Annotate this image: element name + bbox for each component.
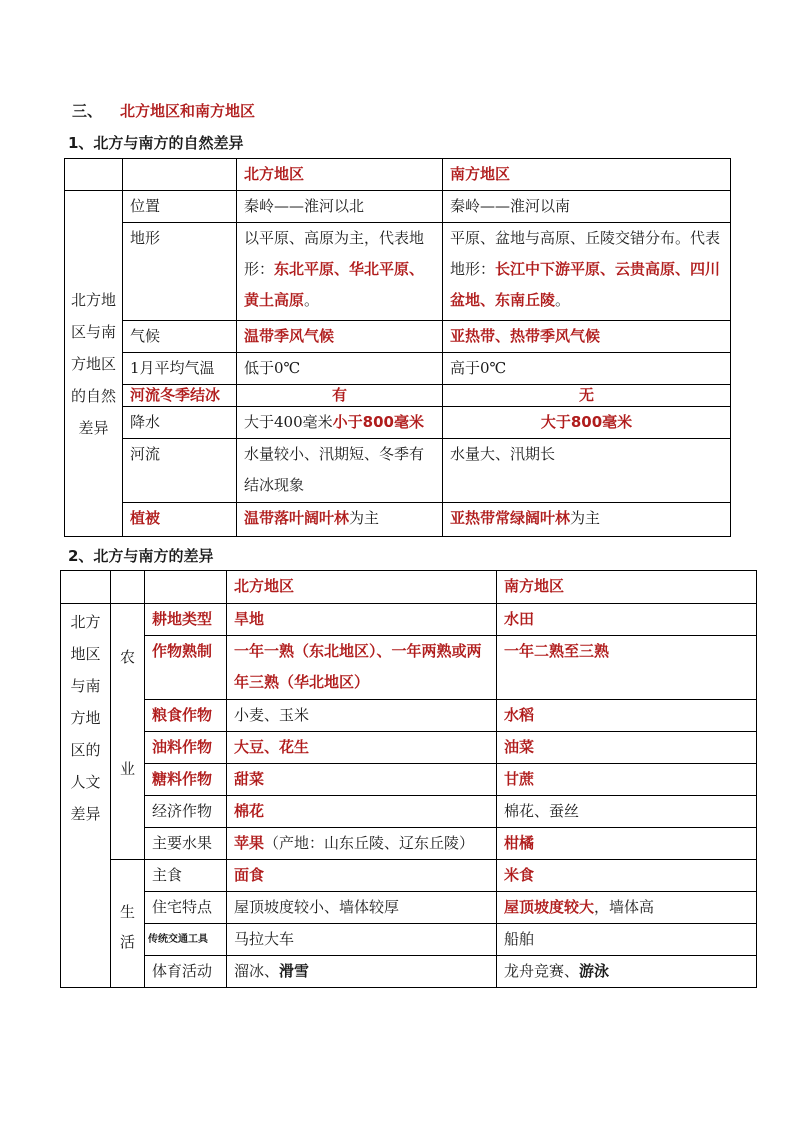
north-cell: 秦岭——淮河以北 [237,191,443,223]
table-row [61,700,757,732]
south-cell: 高于0℃ [443,353,731,385]
row-label: 作物熟制 [145,636,227,700]
north-cell: 小麦、玉米 [227,700,497,732]
row-label: 主要水果 [145,828,227,860]
north-cell [237,223,443,321]
north-cell [227,956,497,988]
agri-group-top: 农 [119,648,135,666]
table-row [61,924,757,956]
table-header-row [65,159,731,191]
south-cell [497,892,757,924]
plain-text: 以平原、高原为主，代表地形： [244,229,425,278]
life-group-top: 生 [119,902,135,921]
table-row [65,191,731,223]
plain-text: 。 [304,291,320,309]
south-cell: 船舶 [497,924,757,956]
corner-cell [111,571,145,604]
row-label: 传统交通工具 [145,924,227,956]
highlight-text: 苹果 [234,834,265,852]
south-cell: 米食 [497,860,757,892]
south-cell: 油菜 [497,732,757,764]
plain-text: ，墙体高 [594,898,655,916]
plain-text: 大于400毫米 [244,413,333,431]
south-cell: 亚热带、热带季风气候 [443,321,731,353]
table1-heading: 1、北方与南方的自然差异 [68,134,244,152]
section-number: 三、 [72,102,103,120]
col-north: 北方地区 [227,571,497,604]
north-cell: 屋顶坡度较小、墙体较厚 [227,892,497,924]
south-cell: 甘蔗 [497,764,757,796]
north-cell [237,503,443,537]
agri-group-bottom: 业 [119,760,135,778]
table-row [61,764,757,796]
table-row [65,223,731,321]
south-cell [443,503,731,537]
north-cell: 甜菜 [227,764,497,796]
row-group-label: 北方地区与南方地区的自然差异 [65,191,123,537]
plain-text: 溜冰、 [234,962,280,980]
south-cell: 柑橘 [497,828,757,860]
table-row [61,956,757,988]
table-row [65,353,731,385]
row-label: 降水 [123,407,237,439]
north-cell [227,828,497,860]
natural-differences-table [64,158,731,537]
table-row [61,732,757,764]
north-cell: 马拉大车 [227,924,497,956]
bold-text: 滑雪 [279,962,310,980]
human-differences-table [60,570,757,988]
plain-text: 为主 [349,509,380,527]
north-cell: 低于0℃ [237,353,443,385]
table-row [65,321,731,353]
north-cell: 温带季风气候 [237,321,443,353]
north-cell: 水量较小、汛期短、冬季有结冰现象 [237,439,443,503]
table-row [61,892,757,924]
col-south: 南方地区 [497,571,757,604]
life-group [111,860,145,988]
north-cell: 一年一熟（东北地区）、一年两熟或两年三熟（华北地区） [227,636,497,700]
table-row [65,407,731,439]
table-header-row [61,571,757,604]
table-row [61,636,757,700]
row-label: 位置 [123,191,237,223]
corner-cell [65,159,123,191]
section-title: 北方地区和南方地区 [120,102,256,120]
north-cell: 面食 [227,860,497,892]
highlight-text: 小于800毫米 [332,413,424,431]
table-row [61,860,757,892]
highlight-text: 温带落叶阔叶林 [244,509,350,527]
row-label: 耕地类型 [145,604,227,636]
highlight-text: 亚热带常绿阔叶林 [450,509,571,527]
south-cell: 大于800毫米 [443,407,731,439]
highlight-text: 屋顶坡度较大 [504,898,595,916]
table-row [65,503,731,537]
row-label: 植被 [123,503,237,537]
corner-cell [123,159,237,191]
table-row [65,439,731,503]
table-row [61,828,757,860]
plain-text: 为主 [570,509,601,527]
north-cell: 大豆、花生 [227,732,497,764]
section-heading [72,100,255,121]
south-cell: 水量大、汛期长 [443,439,731,503]
col-south: 南方地区 [443,159,731,191]
table-row [61,604,757,636]
row-label: 河流冬季结冰 [123,385,237,407]
row-label: 1月平均气温 [123,353,237,385]
row-group-label: 北方地区与南方地区的人文差异 [61,604,111,988]
col-north: 北方地区 [237,159,443,191]
table2-heading: 2、北方与南方的差异 [68,547,214,565]
south-cell: 无 [443,385,731,407]
south-cell [443,223,731,321]
row-label: 住宅特点 [145,892,227,924]
row-label: 主食 [145,860,227,892]
row-label: 经济作物 [145,796,227,828]
row-label: 地形 [123,223,237,321]
south-cell: 一年二熟至三熟 [497,636,757,700]
south-cell: 秦岭——淮河以南 [443,191,731,223]
row-label: 油料作物 [145,732,227,764]
agriculture-group [111,604,145,860]
highlight-text: 长江中下游平原、云贵高原、四川盆地、东南丘陵 [450,260,721,309]
north-cell: 棉花 [227,796,497,828]
row-label: 糖料作物 [145,764,227,796]
bold-text: 游泳 [579,962,610,980]
plain-text: 平原、盆地与高原、丘陵交错分布。代表地形： [450,229,721,278]
row-label: 体育活动 [145,956,227,988]
north-cell [237,407,443,439]
south-cell: 水田 [497,604,757,636]
corner-cell [61,571,111,604]
plain-text: （产地：山东丘陵、辽东丘陵） [264,834,475,852]
south-cell: 棉花、蚕丝 [497,796,757,828]
south-cell: 水稻 [497,700,757,732]
table-row [65,385,731,407]
north-cell: 有 [237,385,443,407]
row-label: 气候 [123,321,237,353]
row-label: 粮食作物 [145,700,227,732]
plain-text: 。 [555,291,571,309]
north-cell: 旱地 [227,604,497,636]
row-label: 河流 [123,439,237,503]
highlight-text: 东北平原、华北平原、黄土高原 [244,260,425,309]
life-group-bottom: 活 [119,932,135,951]
plain-text: 龙舟竞赛、 [504,962,580,980]
corner-cell [145,571,227,604]
south-cell [497,956,757,988]
table-row [61,796,757,828]
